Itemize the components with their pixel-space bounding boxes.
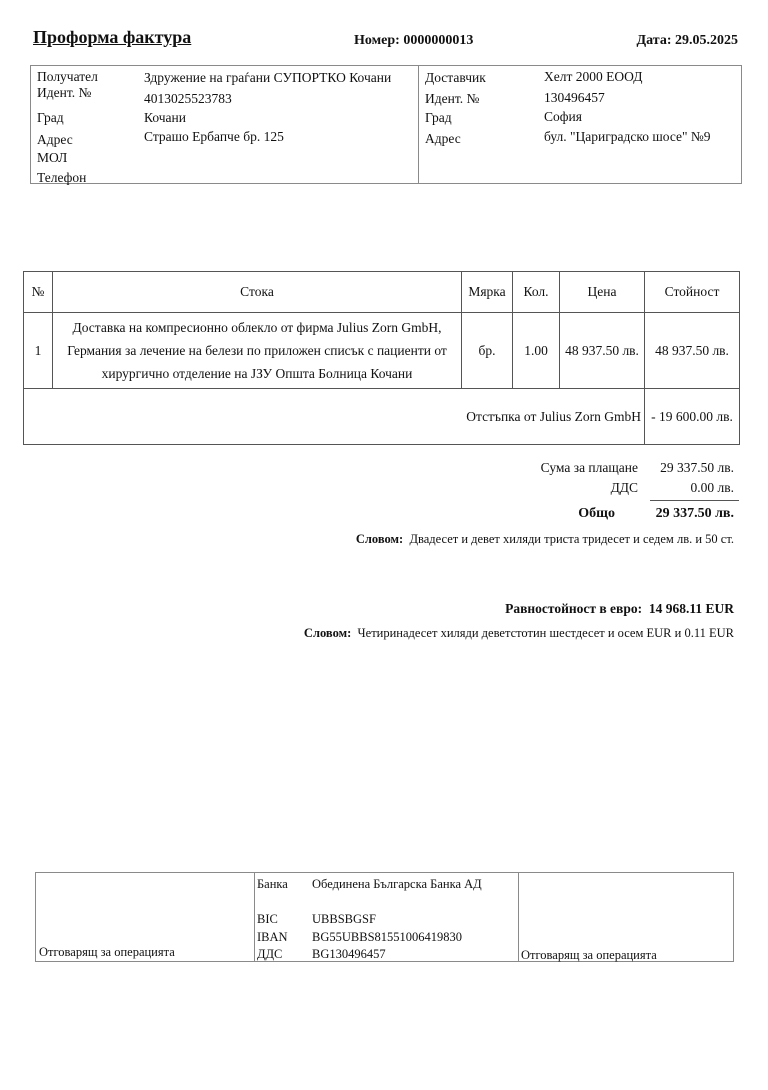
bic-value: UBBSBGSF (312, 912, 376, 926)
euro-words-label: Словом: (303, 626, 352, 640)
col-unit-header: Мярка (462, 272, 513, 313)
bank-vat-value: BG130496457 (312, 947, 386, 961)
vat-value: 0.00 лв. (690, 480, 734, 495)
row-description (53, 313, 462, 389)
row-number: 1 (24, 313, 53, 389)
bic-label: BIC (257, 912, 278, 926)
recipient-label: Получател (37, 69, 98, 84)
col-goods-header: Стока (53, 272, 462, 313)
supplier-address-label: Адрес (425, 131, 461, 146)
euro-label: Равностойност в евро: (505, 601, 643, 616)
supplier-label: Доставчик (425, 70, 486, 85)
euro-value: 14 968.11 EUR (648, 601, 734, 616)
recipient-phone-label: Телефон (37, 170, 87, 185)
recipient-mol-label: МОЛ (37, 150, 68, 165)
items-header-row (24, 272, 740, 313)
col-qty-header: Кол. (513, 272, 560, 313)
supplier-city-label: Град (425, 110, 452, 125)
discount-value: - 19 600.00 лв. (645, 389, 740, 445)
supplier-id-label: Идент. № (425, 91, 480, 106)
recipient-name: Здружение на граѓани СУПОРТКО Кочани (144, 70, 392, 85)
bank-divider-left (254, 873, 255, 961)
row-total: 48 937.50 лв. (645, 313, 740, 389)
discount-label: Отстъпка от Julius Zorn GmbH (24, 389, 645, 445)
document-title: Проформа фактура (33, 27, 192, 47)
recipient-id-label: Идент. № (37, 85, 92, 100)
recipient-address: Страшо Ербапче бр. 125 (144, 129, 284, 144)
grand-total-label: Общо (578, 506, 615, 521)
supplier-id: 130496457 (544, 90, 605, 105)
bank-divider-right (518, 873, 519, 961)
euro-in-words (304, 626, 734, 641)
totals-rule (650, 500, 739, 501)
discount-row (24, 389, 740, 445)
right-responsible: Отговарящ за операцията (521, 948, 657, 962)
recipient-city: Кочани (144, 110, 186, 125)
document-number: Номер: 0000000013 (354, 33, 474, 48)
words-value: Двадесет и девет хиляди триста тридесет и седем лв. и 50 ст. (409, 532, 734, 546)
document-date: Дата: 29.05.2025 (636, 33, 738, 48)
row-description-line: Германия за лечение на белези по приложен списък с пациенти от (67, 343, 447, 358)
col-total-header: Стойност (645, 272, 740, 313)
amount-in-words (356, 532, 734, 547)
parties-divider (418, 66, 419, 183)
recipient-city-label: Град (37, 110, 64, 125)
row-description-line: Доставка на компресионно облекло от фирма Julius Zorn GmbH, (72, 320, 442, 335)
supplier-city: София (544, 109, 582, 124)
sum-payable-label: Сума за плащане (540, 460, 638, 475)
euro-words-value: Четиринадесет хиляди деветстотин шестдесет и осем EUR и 0.11 EUR (357, 626, 734, 640)
supplier-name: Хелт 2000 ЕООД (544, 69, 643, 84)
iban-value: BG55UBBS81551006419830 (312, 930, 463, 944)
euro-equivalent (505, 601, 734, 617)
vat-label: ДДС (610, 480, 638, 495)
iban-label: IBAN (257, 930, 288, 944)
bank-vat-label: ДДС (257, 947, 283, 961)
words-label: Словом: (355, 532, 404, 546)
row-unit: бр. (462, 313, 513, 389)
row-description-line: хирургично отделение на ЈЗУ Општа Болница Кочани (101, 366, 413, 381)
bank-box (35, 872, 734, 962)
table-row (24, 313, 740, 389)
row-qty: 1.00 (513, 313, 560, 389)
bank-label: Банка (257, 877, 288, 891)
row-price: 48 937.50 лв. (560, 313, 645, 389)
recipient-id: 4013025523783 (144, 91, 232, 106)
col-number-header: № (24, 272, 53, 313)
left-responsible: Отговарящ за операцията (39, 945, 175, 959)
items-table (23, 271, 740, 445)
sum-payable-value: 29 337.50 лв. (660, 460, 734, 475)
grand-total-value: 29 337.50 лв. (655, 506, 734, 521)
bank-name: Обединена Българска Банка АД (312, 877, 482, 891)
col-price-header: Цена (560, 272, 645, 313)
recipient-address-label: Адрес (37, 132, 73, 147)
supplier-address: бул. "Цариградско шосе" №9 (544, 129, 711, 144)
parties-box (30, 65, 742, 184)
